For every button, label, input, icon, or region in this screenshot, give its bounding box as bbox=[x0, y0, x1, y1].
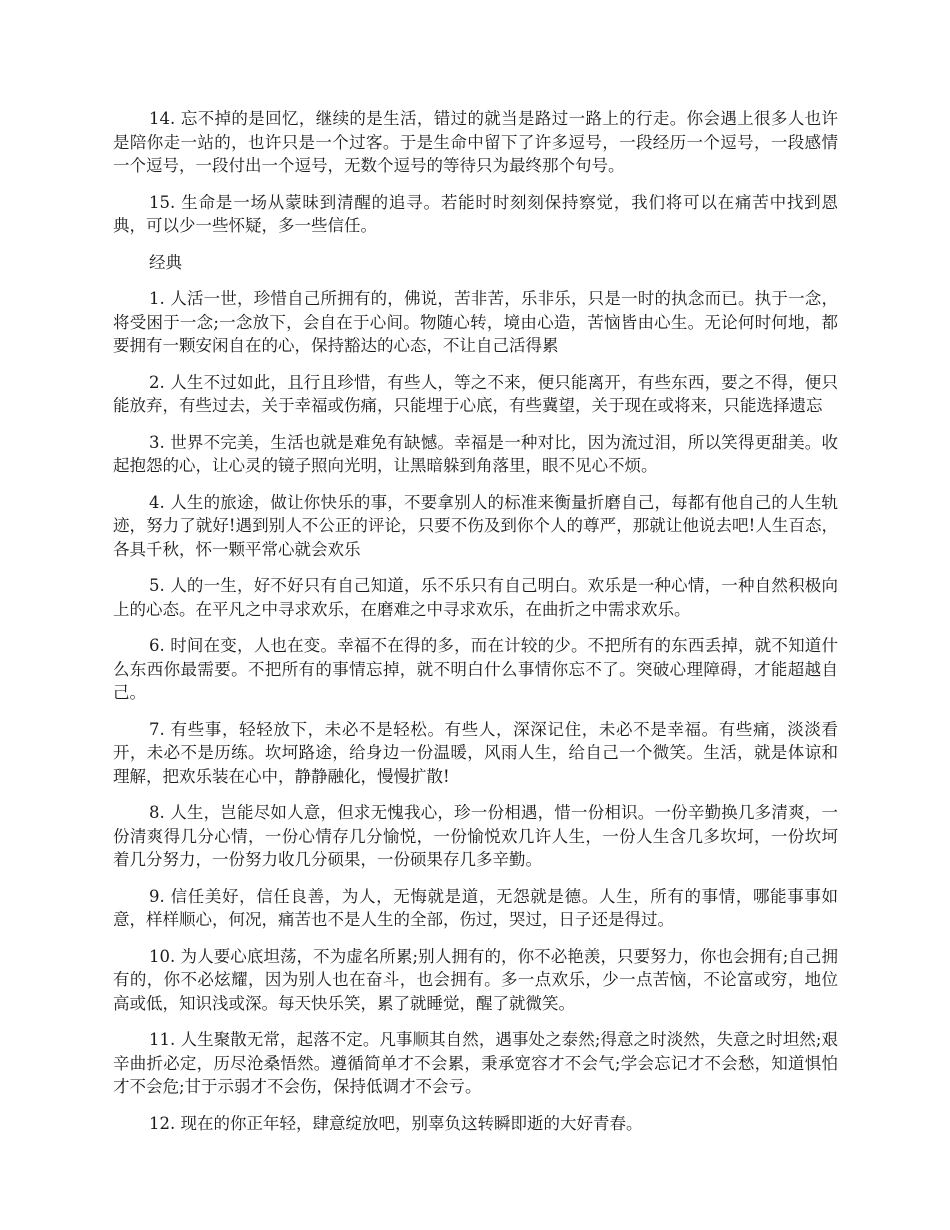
paragraph-12: 12. 现在的你正年轻，肆意绽放吧，别辜负这转瞬即逝的大好青春。 bbox=[149, 1113, 643, 1133]
paragraph-6: 6. 时间在变，人也在变。幸福不在得的多，而在计较的少。不把所有的东西丢掉，就不知道什么东西你最需要。不把所有的事情忘掉，就不明白什么事情你忘不了。突破心理障碍，才能超越自己。 bbox=[113, 636, 838, 702]
paragraph-5: 5. 人的一生，好不好只有自己知道，乐不乐只有自己明白。欢乐是一种心情，一种自然积极向上的心态。在平凡之中寻求欢乐，在磨难之中寻求欢乐，在曲折之中需求欢乐。 bbox=[113, 576, 838, 619]
document-page bbox=[113, 107, 838, 1148]
paragraph-1: 1. 人活一世，珍惜自己所拥有的，佛说，苦非苦，乐非乐，只是一时的执念而已。执于一念，将受困于一念;一念放下，会自在于心间。物随心转，境由心造，苦恼皆由心生。无论何时何地，都要拥有一颗安闲自在的心，保持豁达的心态，不让自己活得累 bbox=[113, 289, 838, 355]
paragraph-15: 15. 生命是一场从蒙昧到清醒的追寻。若能时时刻刻保持察觉，我们将可以在痛苦中找到恩典，可以少一些怀疑，多一些信任。 bbox=[113, 192, 838, 235]
section-heading-classic: 经典 bbox=[149, 252, 182, 272]
paragraph-8: 8. 人生，岂能尽如人意，但求无愧我心，珍一份相遇，惜一份相识。一份辛勤换几多清爽，一份清爽得几分心情，一份心情存几分愉悦，一份愉悦欢几许人生，一份人生含几多坎坷，一份坎坷着几分努力，一份努力收几分硕果，一份硕果存几多辛勤。 bbox=[113, 803, 838, 869]
paragraph-10: 10. 为人要心底坦荡，不为虚名所累;别人拥有的，你不必艳羡，只要努力，你也会拥有;自己拥有的，你不必炫耀，因为别人也在奋斗，也会拥有。多一点欢乐，少一点苦恼，不论富或穷，地位高或低，知识浅或深。每天快乐笑，累了就睡觉，醒了就微笑。 bbox=[113, 946, 838, 1013]
paragraph-2: 2. 人生不过如此，且行且珍惜，有些人，等之不来，便只能离开，有些东西，要之不得，便只能放弃，有些过去，关于幸福或伤痛，只能埋于心底，有些冀望，关于现在或将来，只能选择遗忘 bbox=[113, 372, 838, 415]
paragraph-14: 14. 忘不掉的是回忆，继续的是生活，错过的就当是路过一路上的行走。你会遇上很多人也许是陪你走一站的，也许只是一个过客。于是生命中留下了许多逗号，一段经历一个逗号，一段感情一个逗号，一段付出一个逗号，无数个逗号的等待只为最终那个句号。 bbox=[113, 109, 838, 175]
paragraph-4: 4. 人生的旅途，做让你快乐的事，不要拿别人的标准来衡量折磨自己，每都有他自己的人生轨迹，努力了就好!遇到别人不公正的评论，只要不伤及到你个人的尊严，那就让他说去吧!人生百态，各具千秋，怀一颗平常心就会欢乐 bbox=[113, 492, 838, 559]
paragraph-11: 11. 人生聚散无常，起落不定。凡事顺其自然，遇事处之泰然;得意之时淡然，失意之时坦然;艰辛曲折必定，历尽沧桑悟然。遵循简单才不会累，秉承宽容才不会气;学会忘记才不会愁，知道惧怕才不会危;甘于示弱才不会伤，保持低调才不会亏。 bbox=[113, 1030, 838, 1096]
paragraph-7: 7. 有些事，轻轻放下，未必不是轻松。有些人，深深记住，未必不是幸福。有些痛，淡淡看开，未必不是历练。坎坷路途，给身边一份温暖，风雨人生，给自己一个微笑。生活，就是体谅和理解，把欢乐装在心中，静静融化，慢慢扩散! bbox=[113, 719, 838, 786]
paragraph-9: 9. 信任美好，信任良善，为人，无悔就是道，无怨就是德。人生，所有的事情，哪能事事如意，样样顺心，何况，痛苦也不是人生的全部，伤过，哭过，日子还是得过。 bbox=[113, 886, 838, 929]
paragraph-3: 3. 世界不完美，生活也就是难免有缺憾。幸福是一种对比，因为流过泪，所以笑得更甜美。收起抱怨的心，让心灵的镜子照向光明，让黑暗躲到角落里，眼不见心不烦。 bbox=[113, 432, 838, 475]
